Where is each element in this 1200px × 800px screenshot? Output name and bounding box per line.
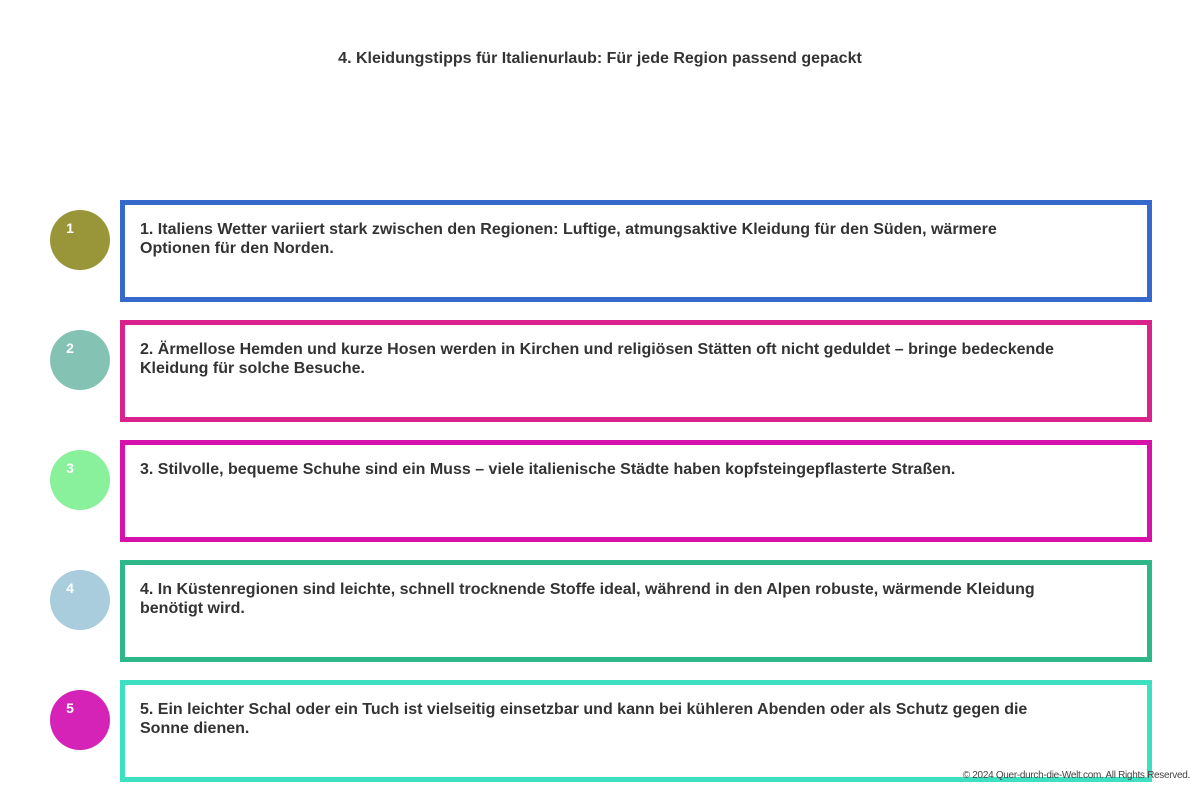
copyright-notice: © 2024 Quer-durch-die-Welt.com. All Rights Reserved. <box>962 770 1190 781</box>
badge-number: 1 <box>66 220 74 236</box>
list-item <box>0 320 1200 420</box>
tip-box <box>120 680 1152 782</box>
tip-box <box>120 320 1152 422</box>
list-item <box>0 560 1200 660</box>
page-title: 4. Kleidungstipps für Italienurlaub: Für jede Region passend gepackt <box>338 50 862 67</box>
number-badge <box>50 210 110 270</box>
tip-text: 1. Italiens Wetter variiert stark zwischen den Regionen: Luftige, atmungsaktive Kleidung für den Süden, wärmere Optionen für den Norden. <box>140 221 997 257</box>
number-badge <box>50 450 110 510</box>
badge-number: 4 <box>66 580 74 596</box>
tip-text: 4. In Küstenregionen sind leichte, schnell trocknende Stoffe ideal, während in den Alpen robuste, wärmende Kleidung benötigt wird. <box>140 581 1035 617</box>
tip-box <box>120 200 1152 302</box>
badge-number: 5 <box>66 700 74 716</box>
tip-text: 2. Ärmellose Hemden und kurze Hosen werden in Kirchen und religiösen Stätten oft nicht geduldet – bringe bedeckende Kleidung für solche Besuche. <box>140 341 1054 377</box>
list-item <box>0 440 1200 540</box>
tip-box <box>120 560 1152 662</box>
number-badge <box>50 570 110 630</box>
list-item <box>0 680 1200 780</box>
number-badge <box>50 330 110 390</box>
tip-box <box>120 440 1152 542</box>
badge-number: 2 <box>66 340 74 356</box>
number-badge <box>50 690 110 750</box>
tip-text: 5. Ein leichter Schal oder ein Tuch ist vielseitig einsetzbar und kann bei kühleren Abenden oder als Schutz gegen die Sonne dienen. <box>140 701 1028 737</box>
tip-text: 3. Stilvolle, bequeme Schuhe sind ein Muss – viele italienische Städte haben kopfsteingepflasterte Straßen. <box>140 461 956 478</box>
list-item <box>0 200 1200 300</box>
badge-number: 3 <box>66 460 74 476</box>
